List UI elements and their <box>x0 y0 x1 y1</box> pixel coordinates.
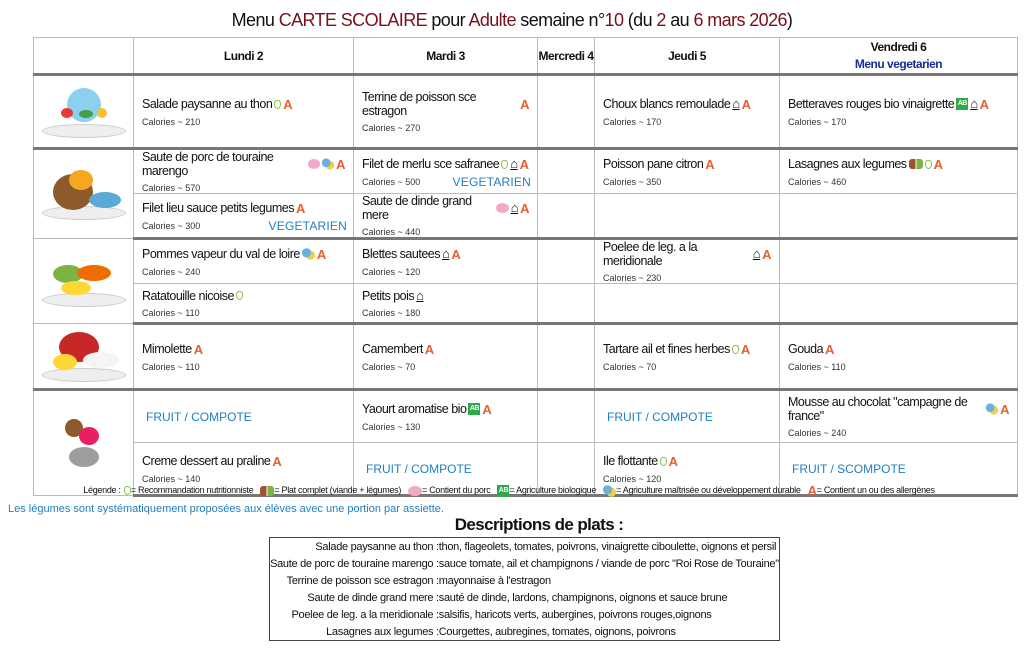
course-row-entree <box>34 75 1018 149</box>
complete-dish-icon <box>260 486 274 496</box>
course-image-cell <box>34 75 134 149</box>
thumbs-up-icon <box>124 486 131 495</box>
dish-name <box>142 342 345 357</box>
calories: Calories ~ 240 <box>142 266 201 277</box>
legend-item <box>496 485 596 495</box>
allergen-icon: A <box>283 96 293 112</box>
description-row <box>270 538 780 556</box>
legend-item <box>259 485 401 495</box>
course-image-cell <box>34 390 134 496</box>
dish-name-text: Tartare ail et fines herbes <box>603 342 730 356</box>
menu-cell <box>538 284 595 324</box>
menu-cell <box>134 194 354 239</box>
homemade-icon: ⌂ <box>510 156 518 171</box>
menu-cell <box>134 390 354 443</box>
calories: Calories ~ 120 <box>603 473 662 484</box>
menu-cell <box>134 149 354 194</box>
dish-name-text: Poisson pane citron <box>603 157 704 171</box>
menu-cell <box>538 390 595 443</box>
fruit-compote-label: FRUIT / COMPOTE <box>366 461 472 476</box>
menu-cell <box>595 284 780 324</box>
menu-cell <box>595 75 780 149</box>
dish-name-text: Yaourt aromatise bio <box>362 402 467 416</box>
allergen-icon: A <box>979 96 989 112</box>
description-text: sauce tomate, ail et champignons / viande de porc "Roi Rose de Touraine" <box>438 557 779 570</box>
thumbs-up-icon <box>274 100 281 109</box>
complete-dish-icon <box>909 159 923 169</box>
legend-label: Légende : <box>83 484 121 495</box>
calories: Calories ~ 300 <box>142 220 201 231</box>
calories: Calories ~ 270 <box>362 123 421 133</box>
menu-cell <box>134 75 354 149</box>
dish-name <box>603 157 771 172</box>
allergen-icon: A <box>762 246 771 262</box>
organic-ab-icon: AB <box>497 485 509 497</box>
calories: Calories ~ 120 <box>362 266 421 277</box>
menu-cell <box>538 194 595 239</box>
course-row-legumes <box>34 284 1018 324</box>
allergen-icon: A <box>740 341 750 357</box>
dish-name <box>362 289 529 303</box>
course-row-dessert <box>34 390 1018 443</box>
calories: Calories ~ 440 <box>362 227 421 237</box>
dish-name-text: Lasagnes aux legumes <box>788 157 907 171</box>
vegetarian-note: VEGETARIEN <box>452 174 531 189</box>
dish-name <box>142 289 345 303</box>
menu-cell <box>780 239 1018 284</box>
dish-name-text: Camembert <box>362 342 423 356</box>
menu-cell <box>538 239 595 284</box>
cheese-plate-icon <box>39 326 129 386</box>
allergen-icon: A <box>295 200 305 216</box>
menu-cell <box>595 149 780 194</box>
description-dish: Salade paysanne au thon : <box>315 540 439 553</box>
legend-text: = Contient du porc <box>422 484 491 495</box>
course-row-plat <box>34 149 1018 194</box>
allergen-icon: A <box>316 246 326 262</box>
dish-name-text: Gouda <box>788 342 824 356</box>
legend-item <box>807 483 935 498</box>
description-text: Courgettes, aubregines, tomates, oignons, poivrons <box>438 625 676 638</box>
sustainable-agriculture-icon <box>322 158 334 170</box>
menu-cell <box>595 390 780 443</box>
allergen-icon: A <box>933 156 943 172</box>
dish-name <box>788 395 1009 423</box>
dish-name <box>142 150 345 178</box>
dish-name-text: Mousse au chocolat "campagne de france" <box>788 395 968 423</box>
homemade-icon: ⌂ <box>970 96 978 111</box>
dish-name <box>603 454 771 469</box>
dish-name <box>142 247 345 262</box>
allergen-icon: A <box>825 341 834 357</box>
meat-fish-plate-icon <box>39 164 129 224</box>
course-image-cell <box>34 324 134 390</box>
allergen-icon: A <box>193 341 203 357</box>
legend-item <box>123 485 254 495</box>
description-dish: Poelee de leg. a la meridionale : <box>291 608 439 621</box>
dish-name <box>362 194 529 222</box>
organic-ab-icon: AB <box>468 403 480 415</box>
legend <box>0 483 1024 498</box>
allergen-icon: A <box>336 156 345 172</box>
dish-name-text: Salade paysanne au thon <box>142 97 273 111</box>
calories: Calories ~ 140 <box>142 473 201 484</box>
corner-cell <box>34 38 134 75</box>
description-dish: Saute de porc de touraine marengo : <box>270 557 439 570</box>
calories: Calories ~ 170 <box>603 116 662 127</box>
menu-cell <box>595 194 780 239</box>
vegetables-plate-icon <box>39 251 129 311</box>
menu-cell <box>780 149 1018 194</box>
menu-cell <box>354 149 538 194</box>
dish-name-text: Petits pois <box>362 288 415 303</box>
vegetables-info: Les légumes sont systématiquement proposées aux élèves avec une portion par assiette. <box>8 503 444 515</box>
description-dish: Saute de dinde grand mere : <box>307 591 439 604</box>
menu-cell <box>595 324 780 390</box>
course-row-fromage <box>34 324 1018 390</box>
descriptions-table <box>269 537 780 641</box>
calories: Calories ~ 130 <box>362 421 421 432</box>
allergen-icon: A <box>741 96 751 112</box>
dish-name-text: Poelee de leg. a la meridionale <box>603 240 698 268</box>
calories: Calories ~ 350 <box>603 176 662 187</box>
sustainable-agriculture-icon <box>603 485 616 497</box>
day-header-lundi: Lundi 2 <box>134 38 354 75</box>
salad-plate-icon <box>39 82 129 142</box>
calories: Calories ~ 230 <box>603 273 662 283</box>
description-row <box>270 572 780 589</box>
homemade-icon: ⌂ <box>752 246 761 261</box>
day-header-jeudi: Jeudi 5 <box>595 38 780 75</box>
menu-cell <box>354 75 538 149</box>
sustainable-agriculture-icon <box>302 248 315 260</box>
homemade-icon: ⌂ <box>510 200 519 215</box>
course-image-cell <box>34 239 134 324</box>
ice-cream-cup-icon <box>39 413 129 473</box>
thumbs-up-icon <box>236 291 243 300</box>
calories: Calories ~ 110 <box>142 361 200 372</box>
dish-name <box>603 240 771 268</box>
legend-text: = Recommandation nutritionniste <box>130 484 254 495</box>
dish-name <box>603 97 771 112</box>
thumbs-up-icon <box>501 160 508 169</box>
thumbs-up-icon <box>732 345 739 354</box>
page-title: Menu CARTE SCOLAIRE pour Adulte semaine n°10 (du 2 au 6 mars 2026) <box>231 10 793 30</box>
description-row <box>270 555 780 572</box>
calories: Calories ~ 460 <box>788 176 847 187</box>
dish-name-text: Mimolette <box>142 342 192 356</box>
dish-name-text: Creme dessert au praline <box>142 454 271 468</box>
description-row <box>270 623 780 641</box>
dish-name <box>142 201 345 216</box>
vegetarian-menu-label: Menu vegetarien <box>854 57 943 71</box>
menu-cell <box>595 239 780 284</box>
legend-text: = Agriculture biologique <box>509 484 597 495</box>
allergen-icon: A <box>520 96 529 112</box>
fruit-compote-label: FRUIT / COMPOTE <box>146 409 252 424</box>
description-row <box>270 606 780 623</box>
dish-name-text: Ratatouille nicoise <box>142 288 234 303</box>
fruit-compote-label: FRUIT / SCOMPOTE <box>792 461 906 476</box>
legend-text: = Contient un ou des allergènes <box>816 484 935 495</box>
dish-name <box>788 157 1009 172</box>
legend-text: = Agriculture maîtrisée ou développement durable <box>616 484 801 495</box>
day-header-mercredi: Mercredi 4 <box>538 38 595 75</box>
dish-name-text: Ile flottante <box>603 454 658 468</box>
menu-cell <box>780 324 1018 390</box>
allergen-icon: A <box>482 401 492 417</box>
pig-icon <box>496 203 509 213</box>
calories: Calories ~ 570 <box>142 183 201 193</box>
legend-item <box>602 485 800 495</box>
pig-icon <box>408 486 422 496</box>
allergen-icon: A <box>520 200 529 216</box>
menu-cell <box>780 194 1018 239</box>
calories: Calories ~ 110 <box>142 307 200 318</box>
calories: Calories ~ 70 <box>603 361 657 372</box>
dish-name <box>788 97 1009 112</box>
allergen-icon: A <box>1000 401 1009 417</box>
dish-name-text: Terrine de poisson sce estragon <box>362 90 477 118</box>
menu-table <box>33 37 1018 497</box>
dish-name-text: Saute de porc de touraine marengo <box>142 150 274 178</box>
organic-ab-icon: AB <box>956 98 968 110</box>
dish-name <box>142 97 345 112</box>
allergen-icon: A <box>424 341 434 357</box>
calories: Calories ~ 240 <box>788 428 847 438</box>
dish-name <box>362 90 529 118</box>
dish-name <box>362 402 529 417</box>
calories: Calories ~ 170 <box>788 116 847 127</box>
dish-name-text: Filet lieu sauce petits legumes <box>142 201 294 215</box>
dish-name <box>362 342 529 357</box>
legend-item <box>407 485 490 495</box>
dish-name <box>362 247 529 262</box>
dish-name-text: Betteraves rouges bio vinaigrette <box>788 97 955 111</box>
description-dish: Terrine de poisson sce estragon : <box>286 574 439 587</box>
calories: Calories ~ 500 <box>362 176 421 187</box>
calories: Calories ~ 70 <box>362 361 416 372</box>
menu-cell <box>354 239 538 284</box>
thumbs-up-icon <box>660 457 667 466</box>
homemade-icon: ⌂ <box>441 246 450 261</box>
dish-name <box>142 454 345 469</box>
day-header-vendredi: Vendredi 6 Menu vegetarien <box>780 38 1018 75</box>
allergen-icon: A <box>807 483 817 498</box>
course-row-plat <box>34 194 1018 239</box>
description-text: thon, flageolets, tomates, poivrons, vinaigrette ciboulette, oignons et persil <box>438 540 777 553</box>
description-dish: Lasagnes aux legumes : <box>326 625 439 638</box>
dish-name-text: Saute de dinde grand mere <box>362 194 472 222</box>
calories: Calories ~ 110 <box>788 361 846 372</box>
legend-text: = Plat complet (viande + légumes) <box>274 484 402 495</box>
fruit-compote-label: FRUIT / COMPOTE <box>607 409 713 424</box>
menu-cell <box>354 324 538 390</box>
allergen-icon: A <box>668 453 678 469</box>
homemade-icon: ⌂ <box>416 287 424 303</box>
calories: Calories ~ 180 <box>362 307 421 318</box>
allergen-icon: A <box>705 156 715 172</box>
menu-cell <box>134 324 354 390</box>
menu-cell <box>780 284 1018 324</box>
description-text: sauté de dinde, lardons, champignons, oignons et sauce brune <box>438 591 728 604</box>
vegetarian-note: VEGETARIEN <box>268 218 347 233</box>
menu-cell <box>354 194 538 239</box>
dish-name-text: Filet de merlu sce safranee <box>362 157 500 171</box>
menu-cell <box>538 324 595 390</box>
menu-cell <box>780 390 1018 443</box>
course-row-legumes <box>34 239 1018 284</box>
dish-name <box>788 342 1009 357</box>
descriptions-title: Descriptions de plats : <box>454 515 624 534</box>
description-text: mayonnaise à l'estragon <box>438 574 551 587</box>
dish-name-text: Blettes sautees <box>362 247 440 261</box>
description-row <box>270 589 780 606</box>
pig-icon <box>308 159 321 169</box>
sustainable-agriculture-icon <box>986 403 998 415</box>
dish-name-text: Pommes vapeur du val de loire <box>142 247 300 261</box>
menu-cell <box>134 239 354 284</box>
homemade-icon: ⌂ <box>732 96 740 111</box>
allergen-icon: A <box>451 246 461 262</box>
dish-name-text: Choux blancs remoulade <box>603 97 731 111</box>
menu-cell <box>134 284 354 324</box>
allergen-icon: A <box>519 156 529 172</box>
allergen-icon: A <box>272 453 282 469</box>
course-image-cell <box>34 149 134 239</box>
menu-cell <box>538 75 595 149</box>
thumbs-up-icon <box>925 160 932 169</box>
menu-cell <box>354 284 538 324</box>
menu-cell <box>780 75 1018 149</box>
dish-name <box>362 157 529 172</box>
menu-cell <box>354 390 538 443</box>
dish-name <box>603 342 771 357</box>
day-header-mardi: Mardi 3 <box>354 38 538 75</box>
calories: Calories ~ 210 <box>142 116 201 127</box>
description-text: salsifis, haricots verts, aubergines, poivrons rouges,oignons <box>438 608 712 621</box>
menu-cell <box>538 149 595 194</box>
